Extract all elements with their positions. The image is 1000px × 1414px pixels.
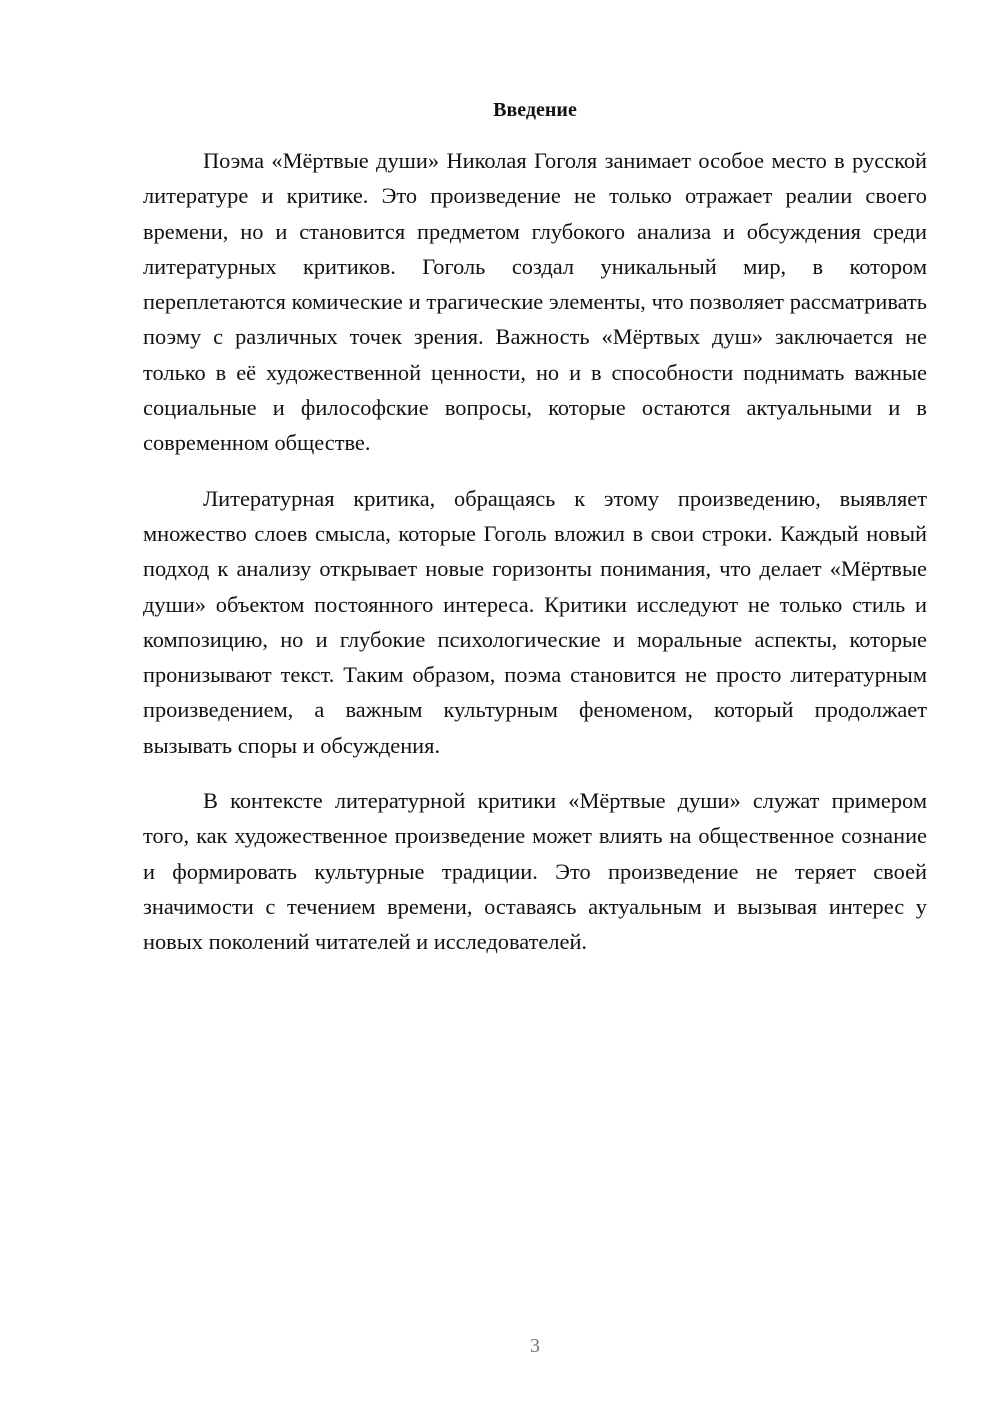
page-number: 3 bbox=[530, 1335, 540, 1357]
paragraph-2: Литературная критика, обращаясь к этому произведению, выявляет множество слоев смысла, которые Гоголь вложил в свои строки. Каждый новый подход к анализу открывает новые горизонты понимания, что делает «Мёртвые души» объектом постоянного интереса. Критики исследуют не только стиль и композицию, но и глубокие психологические и моральные аспекты, которые пронизывают текст. Таким образом, поэма становится не просто литературным произведением, а важным культурным феноменом, который продолжает вызывать споры и обсуждения. bbox=[143, 485, 927, 758]
section-heading: Введение bbox=[493, 99, 577, 121]
body-text bbox=[143, 143, 927, 980]
paragraph-3: В контексте литературной критики «Мёртвые души» служат примером того, как художественное произведение может влиять на общественное сознание и формировать культурные традиции. Это произведение не теряет своей значимости с течением времени, оставаясь актуальным и вызывая интерес у новых поколений читателей и исследователей. bbox=[143, 788, 927, 955]
paragraph-1: Поэма «Мёртвые души» Николая Гоголя занимает особое место в русской литературе и критике. Это произведение не только отражает реалии своего времени, но и становится предметом глубокого анализа и обсуждения среди литературных критиков. Гоголь создал уникальный мир, в котором переплетаются комические и трагические элементы, что позволяет рассматривать поэму с различных точек зрения. Важность «Мёртвых душ» заключается не только в её художественной ценности, но и в способности поднимать важные социальные и философские вопросы, которые остаются актуальными и в современном обществе. bbox=[143, 148, 927, 456]
